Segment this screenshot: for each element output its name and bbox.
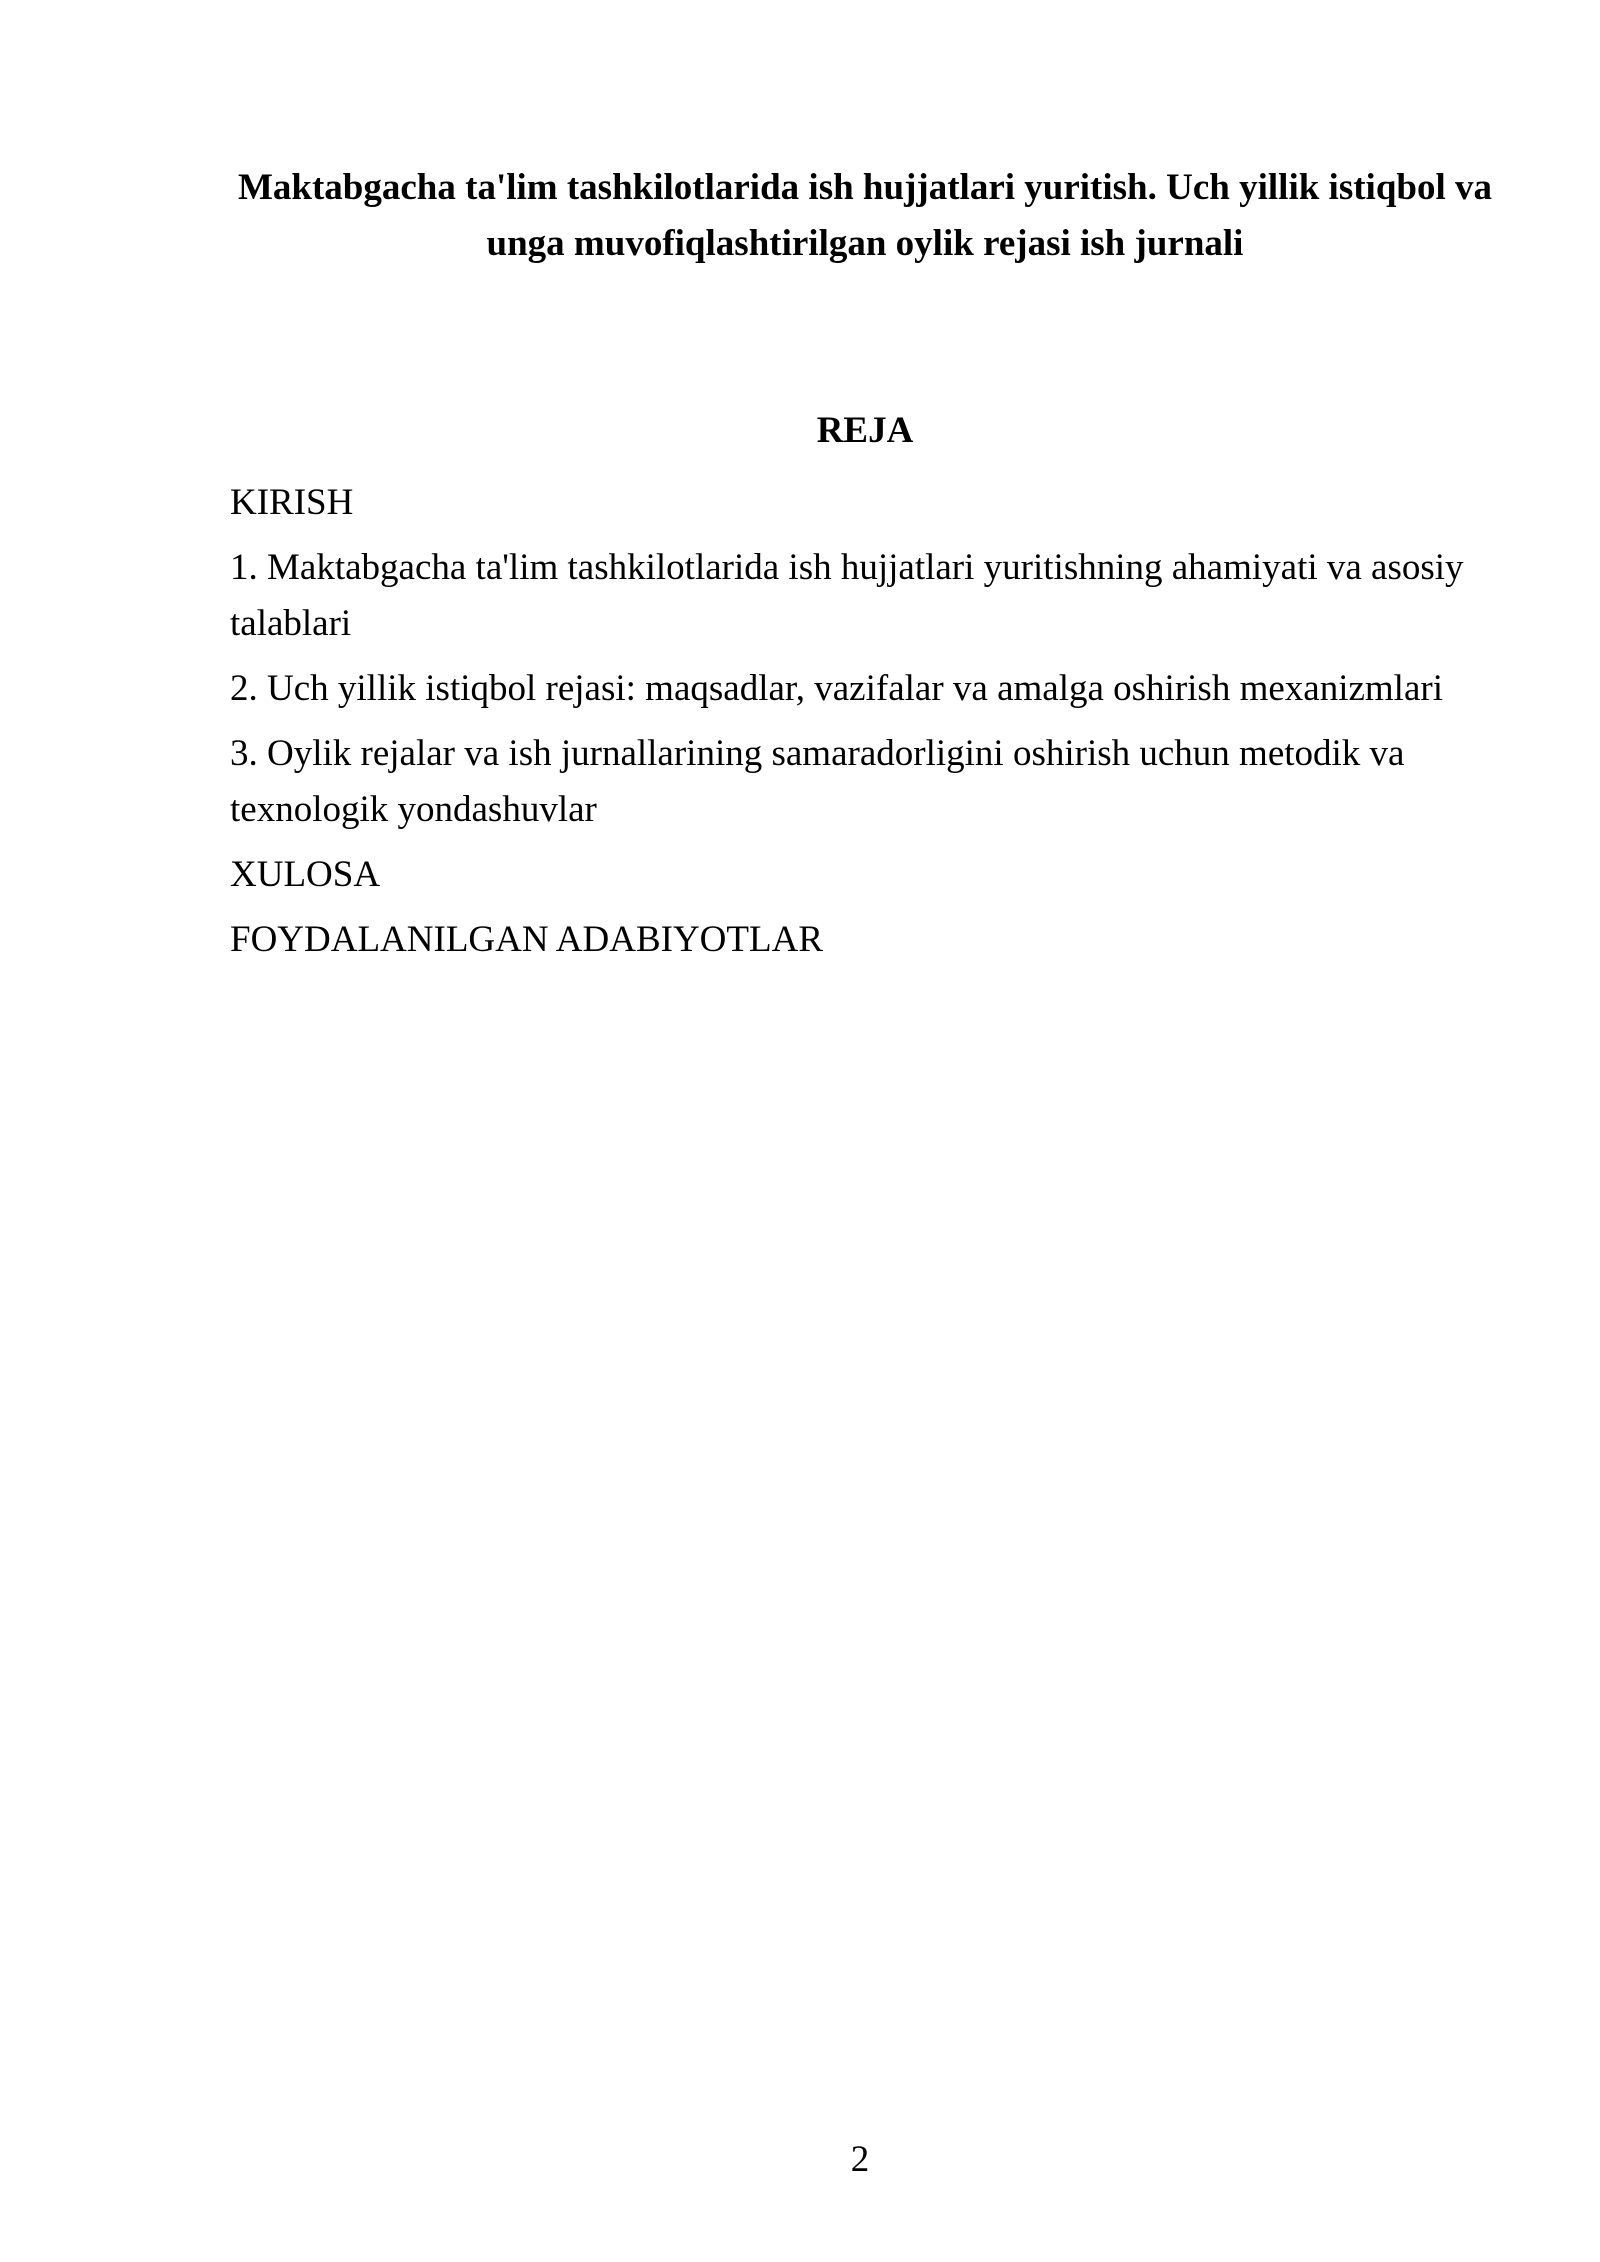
plan-item-references: FOYDALANILGAN ADABIYOTLAR	[230, 919, 823, 960]
plan-item-2: 2. Uch yillik istiqbol rejasi: maqsadlar, vazifalar va amalga oshirish mexanizmlari	[230, 668, 1443, 709]
page-number: 2	[850, 2139, 870, 2180]
document-title: Maktabgacha ta'lim tashkilotlarida ish hujjatlari yuritish. Uch yillik istiqbol va unga muvofiqlashtirilgan oylik rejasi ish jurnali	[237, 167, 1493, 264]
plan-list	[230, 475, 1520, 977]
plan-item-conclusion: XULOSA	[230, 854, 381, 895]
plan-item-3: 3. Oylik rejalar va ish jurnallarining samaradorligini oshirish uchun metodik va texnologik yondashuvlar	[230, 733, 1405, 830]
plan-item-1: 1. Maktabgacha ta'lim tashkilotlarida ish hujjatlari yuritishning ahamiyati va asosiy talablari	[230, 547, 1464, 644]
plan-heading: REJA	[816, 410, 914, 451]
plan-item-intro: KIRISH	[230, 482, 354, 523]
